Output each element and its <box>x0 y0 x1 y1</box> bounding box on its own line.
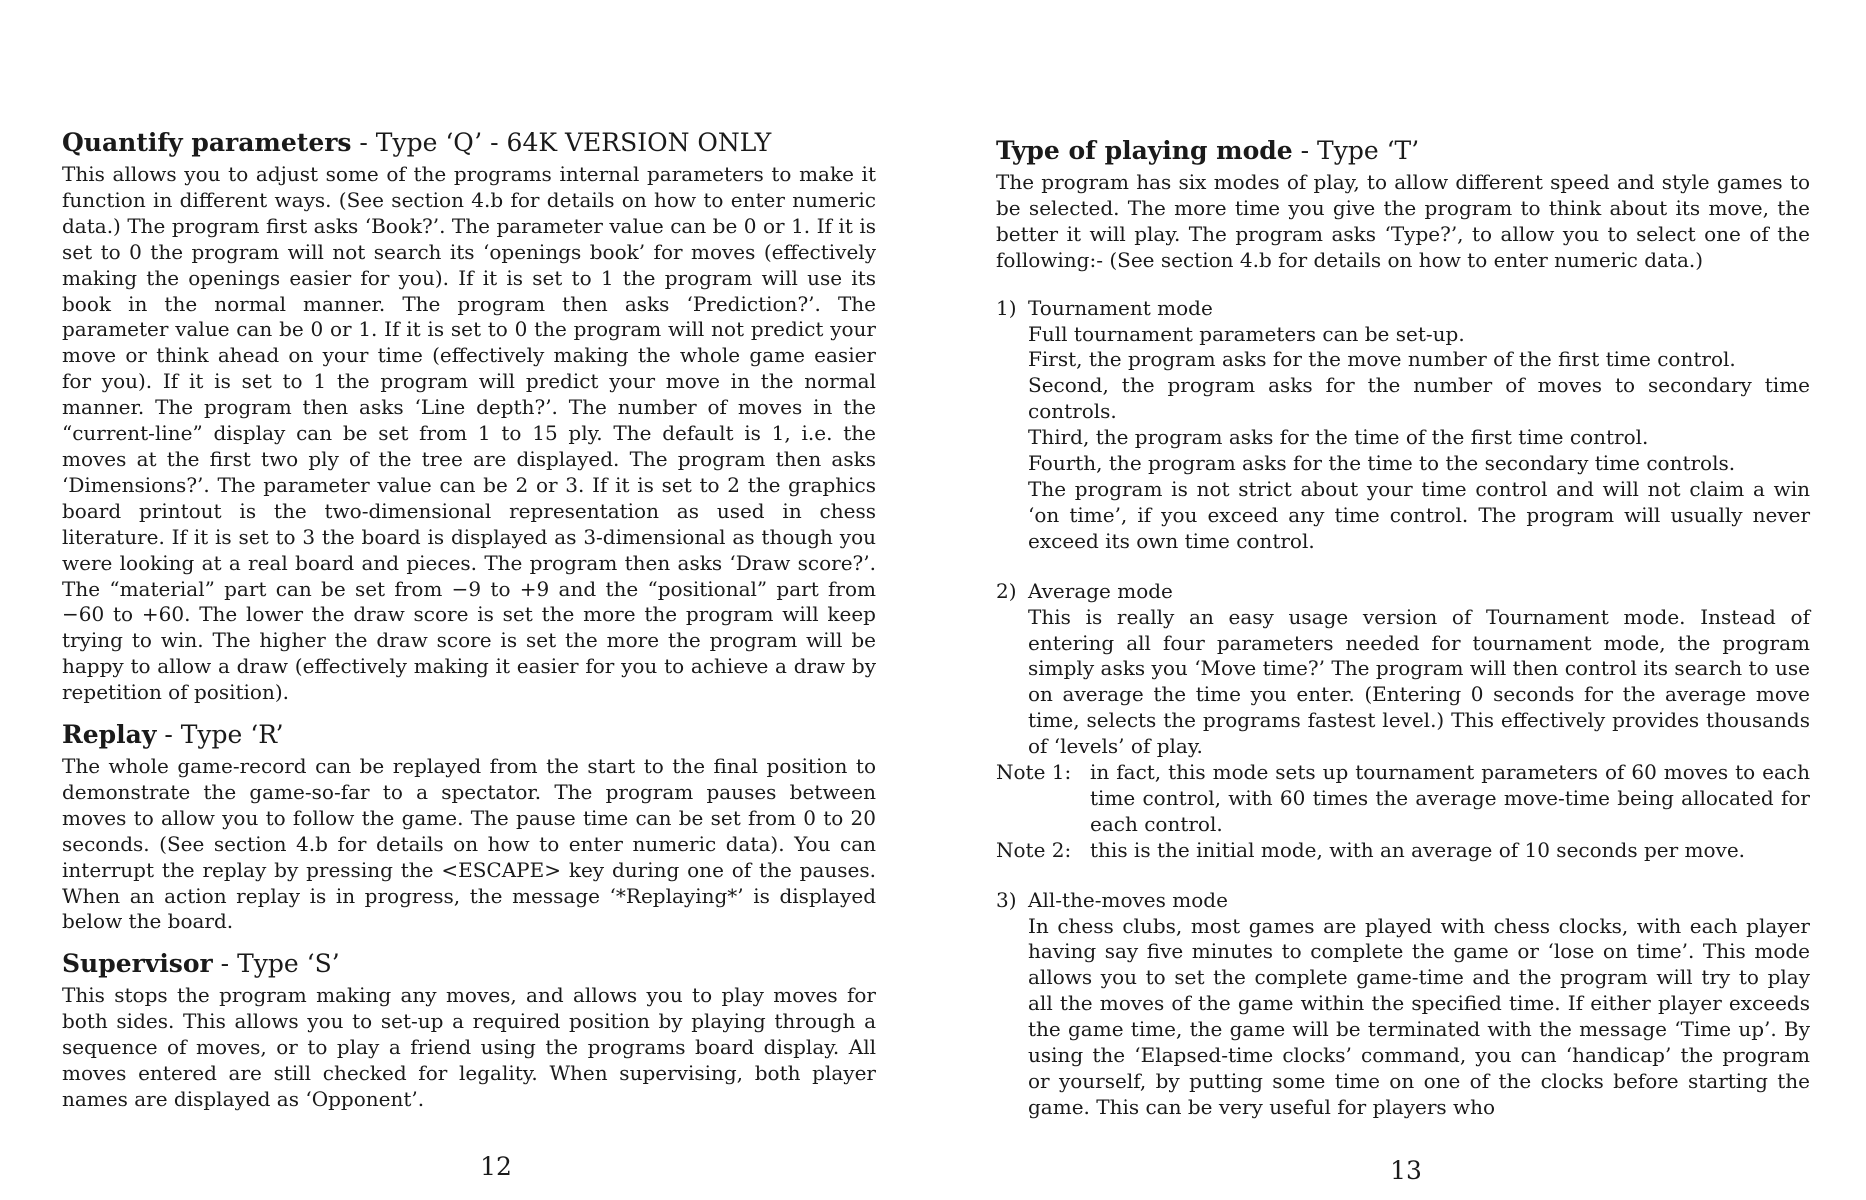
section-body: This stops the program making any moves, and allows you to play moves for both sides. This allows you to set-up a required position by playing through a sequence of moves, or to play a friend using the programs board display. All moves entered are still checked for legality. When supervising, both player names are displayed as ‘Opponent’. <box>62 983 876 1111</box>
mode-heading <box>996 296 1810 322</box>
mode-line: This is really an easy usage version of Tournament mode. Instead of entering all four parameters needed for tournament mode, the program simply asks you ‘Move time?’ The program will then control its search to use on average the time you enter. (Entering 0 seconds for the average move time, selects the programs fastest level.) This effectively provides thousands of ‘levels’ of play. <box>1028 604 1810 759</box>
section-title: Supervisor <box>62 949 213 979</box>
page-number: 12 <box>480 1152 512 1181</box>
section-replay <box>62 720 876 935</box>
left-page-content <box>62 128 876 1127</box>
mode-body <box>996 605 1810 760</box>
mode-average <box>996 579 1810 864</box>
mode-all-the-moves <box>996 888 1810 1121</box>
mode-line: First, the program asks for the move number of the first time control. <box>1028 347 1736 372</box>
mode-name: All-the-moves mode <box>1028 887 1228 912</box>
section-subtitle: - Type ‘R’ <box>156 720 284 750</box>
section-subtitle: - Type ‘Q’ - 64K VERSION ONLY <box>351 128 772 157</box>
mode-line: Fourth, the program asks for the time to the secondary time controls. <box>1028 451 1736 476</box>
section-title: Replay <box>62 720 157 750</box>
section-heading <box>62 720 876 750</box>
note-text: this is the initial mode, with an average of 10 seconds per move. <box>1090 837 1746 862</box>
note-label: Note 1: <box>996 760 1072 785</box>
mode-line: Full tournament parameters can be set-up. <box>1028 321 1465 346</box>
section-heading <box>62 128 876 158</box>
mode-line: In chess clubs, most games are played with chess clocks, with each player having say five minutes to complete the game or ‘lose on time’. This mode allows you to set the complete game-time and the program will try to play all the moves of the game within the specified time. If either player exceeds the game time, the game will be terminated with the message ‘Time up’. By using the ‘Elapsed-time clocks’ command, you can ‘handicap’ the program or yourself, by putting some time on one of the clocks before starting the game. This can be very useful for players who <box>1028 913 1810 1119</box>
mode-line: The program is not strict about your time control and will not claim a win ‘on time’, if you exceed any time control. The program will usually never exceed its own time control. <box>1028 476 1810 553</box>
note-1 <box>996 760 1810 838</box>
section-heading <box>996 136 1810 166</box>
mode-number: 2) <box>996 578 1017 603</box>
note-label: Note 2: <box>996 837 1072 862</box>
left-page <box>62 0 876 1200</box>
mode-heading <box>996 888 1810 914</box>
mode-line: Second, the program asks for the number of moves to secondary time controls. <box>1028 373 1810 424</box>
mode-tournament <box>996 296 1810 555</box>
section-intro: The program has six modes of play, to allow different speed and style games to be selected. The more time you give the program to think about its move, the better it will play. The program asks ‘Type?’, to allow you to select one of the following:- (See section 4.b for details on how to enter numeric data.) <box>996 170 1810 272</box>
mode-name: Average mode <box>1028 578 1173 603</box>
section-supervisor <box>62 949 876 1113</box>
section-subtitle: - Type ‘T’ <box>1292 136 1420 165</box>
section-heading <box>62 949 876 979</box>
mode-line: Third, the program asks for the time of the first time control. <box>1028 425 1649 450</box>
section-subtitle: - Type ‘S’ <box>212 949 340 979</box>
mode-body <box>996 322 1810 555</box>
right-page-content <box>996 136 1810 1145</box>
section-body: This allows you to adjust some of the programs internal parameters to make it function in different ways. (See section 4.b for details on how to enter numeric data.) The program first asks ‘Book?’. The parameter value can be 0 or 1. If it is set to 0 the program will not search its ‘openings book’ for moves (effectively making the openings easier for you). If it is set to 1 the program will use its book in the normal manner. The program then asks ‘Prediction?’. The parameter value can be 0 or 1. If it is set to 0 the program will not predict your move or think ahead on your time (effectively making the whole game easier for you). If it is set to 1 the program will predict your move in the normal manner. The program then asks ‘Line depth?’. The number of moves in the “current-line” display can be set from 1 to 15 ply. The default is 1, i.e. the moves at the first two ply of the tree are displayed. The program then asks ‘Dimensions?’. The parameter value can be 2 or 3. If it is set to 2 the graphics board printout is the two-dimensional representation as used in chess literature. If it is set to 3 the board is displayed as 3-dimensional as though you were looking at a real board and pieces. The program then asks ‘Draw score?’. The “material” part can be set from −9 to +9 and the “positional” part from −60 to +60. The lower the draw score is set the more the program will keep trying to win. The higher the draw score is set the more the program will be happy to allow a draw (effectively making it easier for you to achieve a draw by repetition of position). <box>62 162 876 705</box>
section-title: Quantify parameters <box>62 128 352 157</box>
note-text: in fact, this mode sets up tournament parameters of 60 moves to each time control, with 60 times the average move-time being allocated for each control. <box>1090 760 1810 836</box>
section-body: The whole game-record can be replayed from the start to the final position to demonstrate the game-so-far to a spectator. The program pauses between moves to allow you to follow the game. The pause time can be set from 0 to 20 seconds. (See section 4.b for details on how to enter numeric data). You can interrupt the replay by pressing the <ESCAPE> key during one of the pauses. When an action replay is in progress, the message ‘*Replaying*’ is displayed below the board. <box>62 754 876 934</box>
page-number: 13 <box>1390 1156 1422 1185</box>
section-title: Type of playing mode <box>996 136 1293 165</box>
mode-number: 3) <box>996 887 1017 912</box>
mode-number: 1) <box>996 295 1017 320</box>
right-page <box>996 0 1810 1200</box>
section-quantify-parameters <box>62 128 876 706</box>
note-2 <box>996 838 1810 864</box>
mode-body <box>996 914 1810 1121</box>
mode-heading <box>996 579 1810 605</box>
mode-name: Tournament mode <box>1028 295 1213 320</box>
